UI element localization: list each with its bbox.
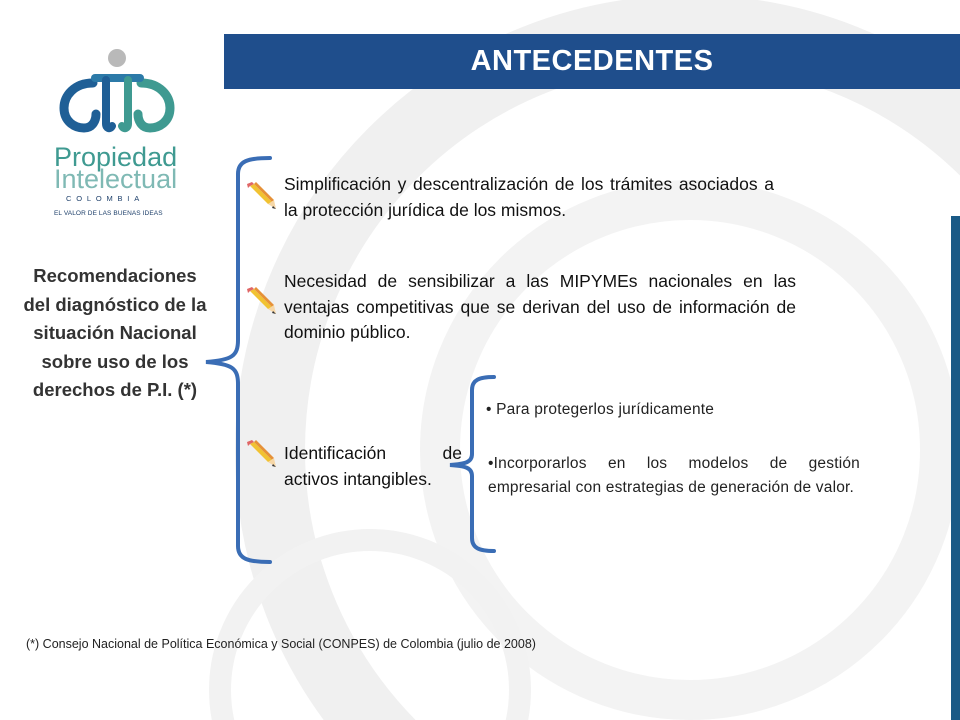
sub-item-incorporar-text: Incorporarlos en los modelos de gestión empresarial con estrategias de generación de valor. [488,455,860,496]
logo-name-line1: Propiedad [54,142,178,172]
title-bar [224,34,960,89]
footnote: (*) Consejo Nacional de Política Económica y Social (CONPES) de Colombia (julio de 2008) [26,637,536,651]
logo-tagline: EL VALOR DE LAS BUENAS IDEAS [54,210,163,217]
slide-title: ANTECEDENTES [470,45,714,77]
sub-item-proteger: • Para protegerlos jurídicamente [486,401,715,418]
sub-item-incorporar: •Incorporarlos en los modelos de gestión empresarial con estrategias de generación de valor. [488,455,860,496]
logo-name-line2: Intelectual [54,164,178,194]
propiedad-intelectual-logo-icon [46,46,186,224]
item-identificacion: Identificación de activos intangibles. [284,443,462,489]
item-simplificacion: Simplificación y descentralización de los trámites asociados a la protección jurídica de los mismos. [284,174,774,220]
sub-item-proteger-text: Para protegerlos jurídicamente [496,401,715,418]
pencil-icon [246,440,278,470]
pencil-icon [246,287,278,317]
item-sensibilizar: Necesidad de sensibilizar a las MIPYMEs nacionales en las ventajas competitivas que se derivan del uso de información de dominio público. [284,271,796,342]
main-brace [196,152,276,568]
logo-country: COLOMBIA [66,194,144,203]
right-edge-rule [951,216,960,720]
pencil-icon [246,182,278,212]
left-heading: Recomendaciones del diagnóstico de la situación Nacional sobre uso de los derechos de P.I. (*) [23,265,207,400]
